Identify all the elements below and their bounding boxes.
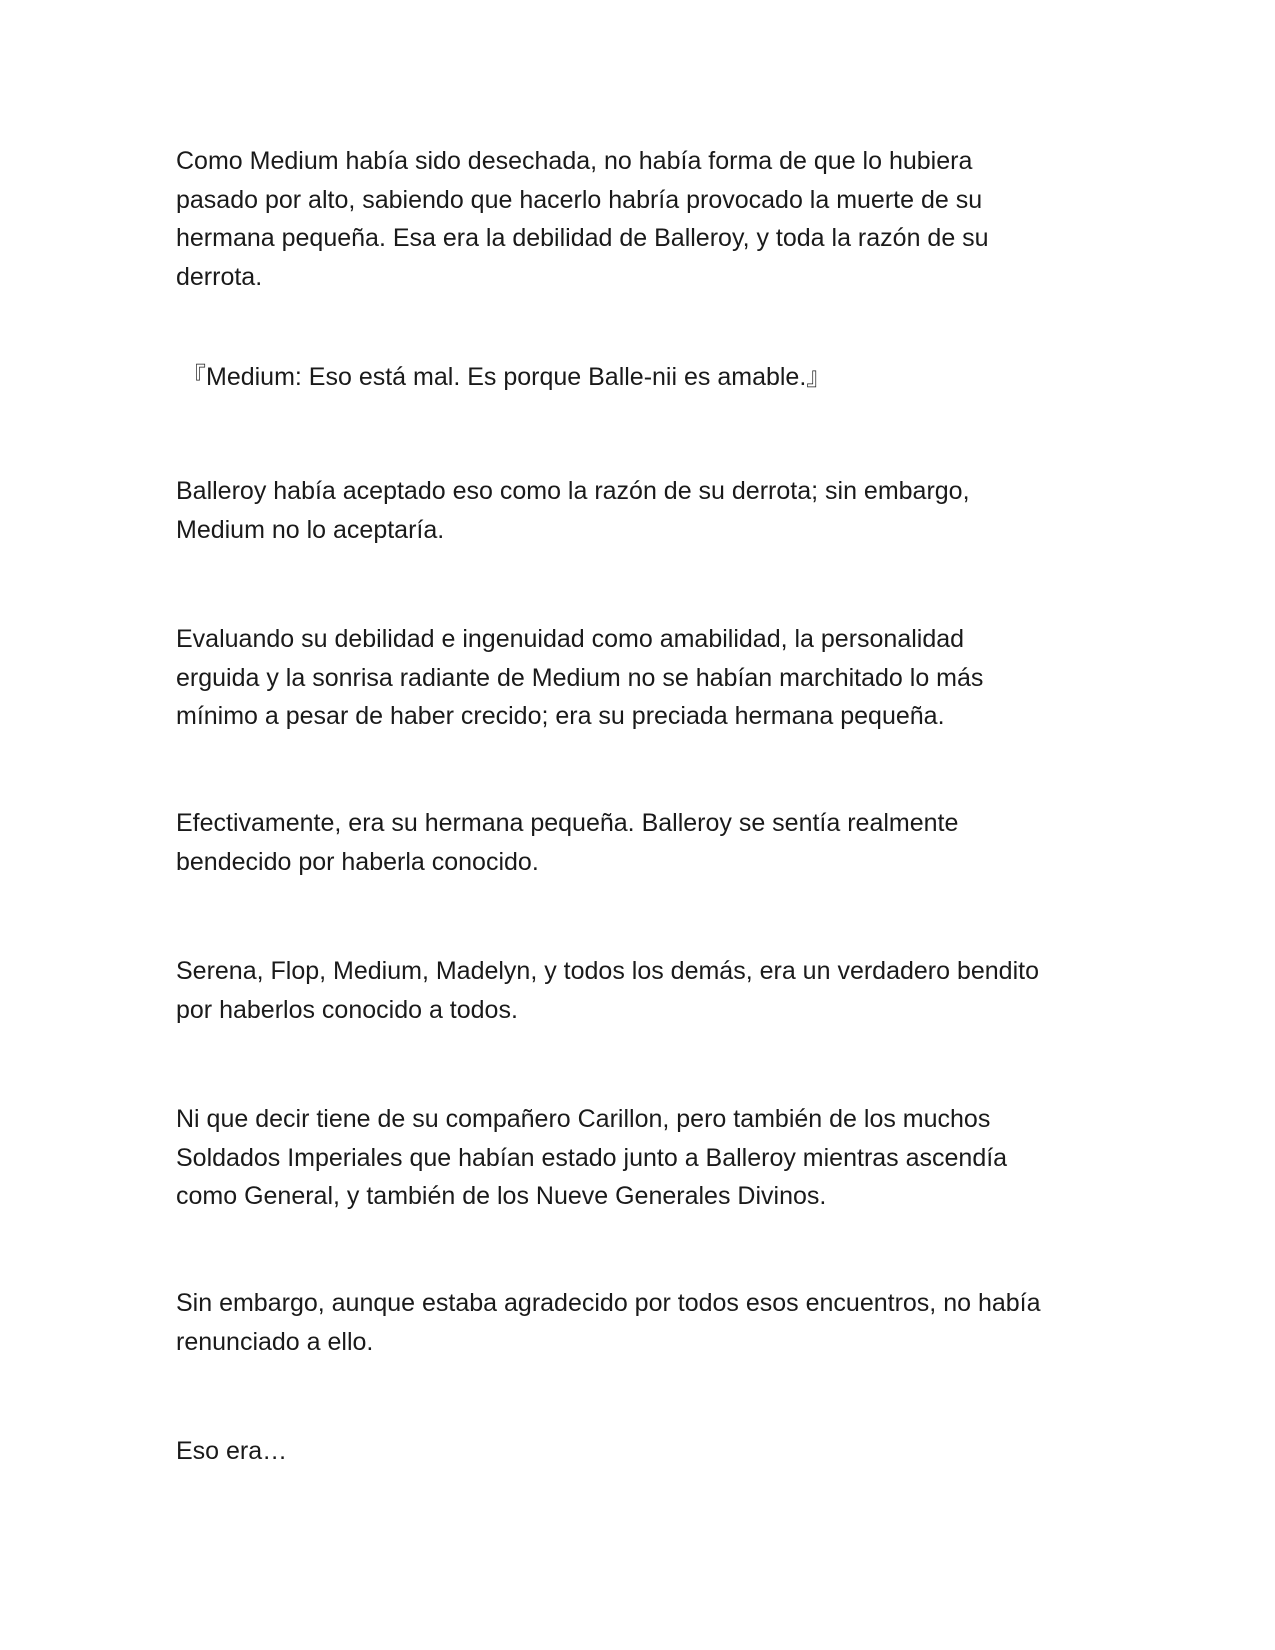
text-line: Eso era… [176,1437,288,1465]
text-line: mínimo a pesar de haber crecido; era su preciada hermana pequeña. [176,702,945,730]
paragraph-6 [176,952,1116,1029]
dialogue-line [181,358,1121,397]
text-line: erguida y la sonrisa radiante de Medium no se habían marchitado lo más [176,663,984,692]
text-line: pasado por alto, sabiendo que hacerlo habría provocado la muerte de su [176,185,983,214]
paragraph-5 [176,804,1116,881]
text-line: 『Medium: Eso está mal. Es porque Balle-nii es amable.』 [181,363,832,391]
text-line: Evaluando su debilidad e ingenuidad como amabilidad, la personalidad [176,625,965,653]
text-line: Efectivamente, era su hermana pequeña. Balleroy se sentía realmente [176,809,959,837]
text-line: Soldados Imperiales que habían estado junto a Balleroy mientras ascendía [176,1143,1008,1172]
paragraph-4 [176,620,1116,736]
text-line: Balleroy había aceptado eso como la razón de su derrota; sin embargo, [176,477,970,505]
paragraph-7 [176,1100,1116,1216]
text-line: Ni que decir tiene de su compañero Carillon, pero también de los muchos [176,1105,991,1133]
text-line: derrota. [176,262,263,291]
paragraph-1 [176,142,1116,296]
paragraph-9 [176,1432,1116,1471]
paragraph-3 [176,472,1116,549]
text-line: bendecido por haberla conocido. [176,847,539,876]
text-line: Medium no lo aceptaría. [176,515,445,544]
text-line: Sin embargo, aunque estaba agradecido por todos esos encuentros, no había [176,1289,1041,1317]
text-line: Serena, Flop, Medium, Madelyn, y todos los demás, era un verdadero bendito [176,957,1039,985]
text-line: por haberlos conocido a todos. [176,995,518,1024]
text-line: renunciado a ello. [176,1327,374,1356]
text-line: hermana pequeña. Esa era la debilidad de Balleroy, y toda la razón de su [176,224,989,252]
text-line: como General, y también de los Nueve Generales Divinos. [176,1182,827,1210]
text-line: Como Medium había sido desechada, no había forma de que lo hubiera [176,147,973,175]
paragraph-8 [176,1284,1116,1361]
